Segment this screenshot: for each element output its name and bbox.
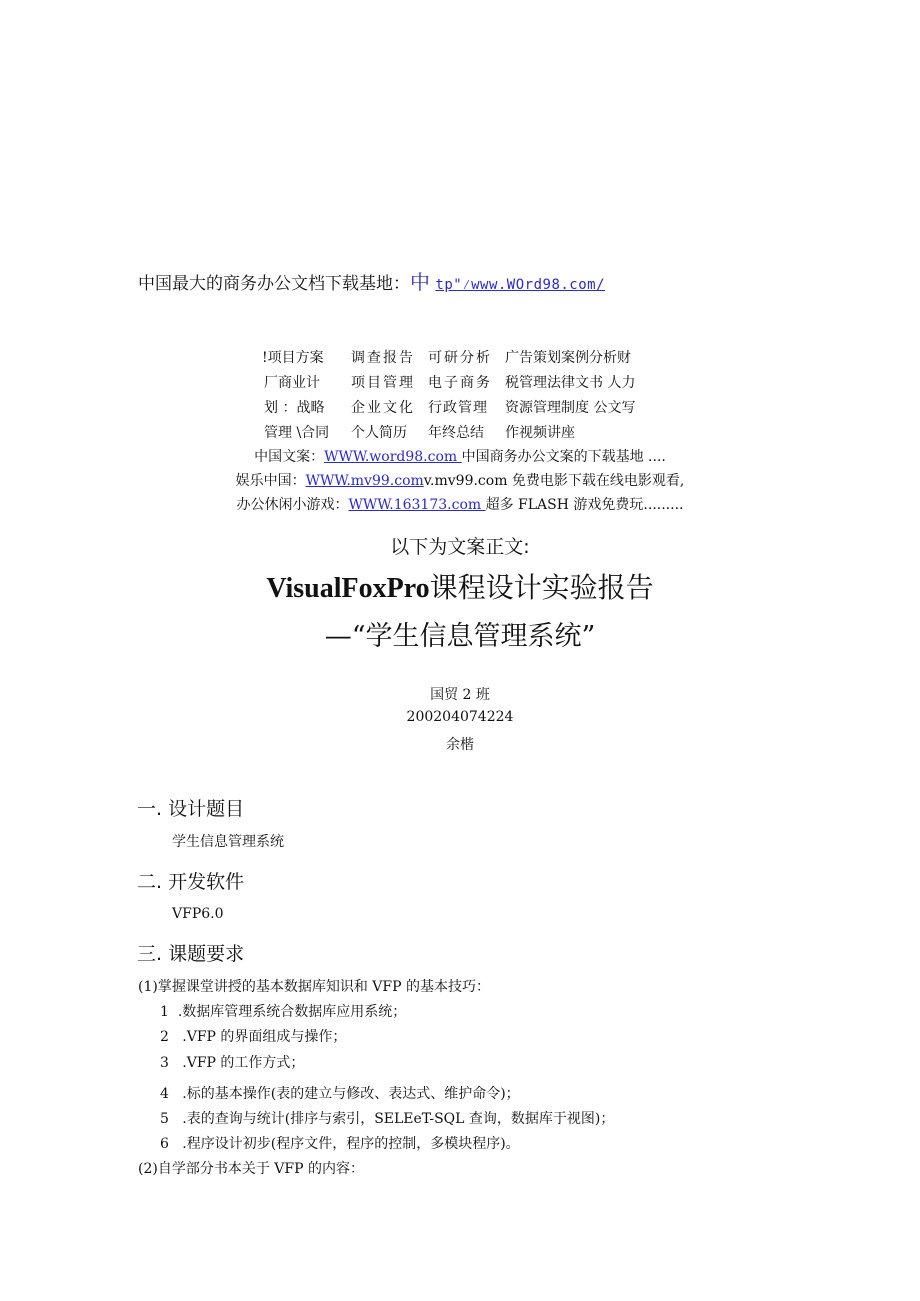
item-text: .VFP 的工作方式；: [182, 1055, 305, 1071]
promo-link[interactable]: WWW.163173.com: [348, 497, 486, 513]
promo-label: 娱乐中国：: [235, 473, 306, 489]
item-text: .VFP 的界面组成与操作；: [182, 1029, 347, 1045]
grid-cell[interactable]: 项目管理: [351, 375, 415, 391]
banner-url-link[interactable]: tp"⁄www.WOrd98.com/: [435, 277, 606, 293]
intro-heading: 以下为文案正文:: [390, 536, 530, 558]
item-text: .标的基本操作(表的建立与修改、表达式、维护命令)；: [182, 1086, 520, 1102]
report-subtitle: —“学生信息管理系统”: [324, 621, 596, 652]
promo-line: [0, 470, 920, 490]
item-text: .数据库管理系统合数据库应用系统；: [177, 1004, 407, 1020]
promo-link[interactable]: WWW.word98.com: [324, 449, 462, 465]
grid-cell[interactable]: 作视频讲座: [505, 425, 575, 441]
grid-cell[interactable]: 管理 \合同: [264, 425, 330, 441]
promo-line: [0, 494, 920, 514]
section-content: VFP6.0: [172, 906, 224, 922]
section-content: 学生信息管理系统: [172, 834, 284, 850]
item-text: .表的查询与统计(排序与索引，SELEeT-SQL 查询，数据库于视图)；: [182, 1111, 615, 1127]
requirement-item: [160, 1133, 520, 1153]
requirement-paragraph: (1)掌握课堂讲授的基本数据库知识和 VFP 的基本技巧：: [138, 979, 490, 995]
item-text: .程序设计初步(程序文件，程序的控制，多模块程序)。: [182, 1136, 520, 1152]
item-number: 3: [160, 1055, 169, 1071]
banner-char: 中: [410, 270, 430, 294]
section-heading: 三. 课题要求: [137, 943, 245, 965]
grid-cell[interactable]: 年终总结: [428, 425, 484, 441]
download-banner: [138, 266, 605, 295]
item-number: 6: [160, 1136, 169, 1152]
grid-cell[interactable]: 可研分析: [428, 350, 492, 366]
grid-cell[interactable]: 个人简历: [351, 425, 407, 441]
promo-text: 中国商务办公文案的下载基地 ....: [461, 449, 666, 465]
requirement-item: [160, 1052, 304, 1072]
grid-cell[interactable]: 划 ：战略: [264, 400, 325, 416]
grid-cell[interactable]: 税管理法律文书 人力: [505, 375, 636, 391]
grid-cell[interactable]: 厂商业计: [264, 375, 320, 391]
requirement-item: [160, 1108, 614, 1128]
promo-link[interactable]: WWW.mv99.com: [305, 473, 424, 489]
promo-text: v.mv99.com 免费电影下载在线电影观看,: [423, 473, 685, 489]
requirement-paragraph: (2)自学部分书本关于 VFP 的内容：: [138, 1161, 364, 1177]
requirement-item: [160, 1026, 346, 1046]
promo-label: 中国文案：: [254, 449, 325, 465]
section-heading: 二. 开发软件: [137, 871, 245, 893]
report-title: [0, 566, 920, 606]
requirement-item: [160, 1083, 520, 1103]
author-class: 国贸 2 班: [430, 687, 490, 703]
title-bold: VisualFoxPro: [266, 573, 430, 604]
item-number: 2: [160, 1029, 169, 1045]
grid-cell[interactable]: 企业文化: [351, 400, 415, 416]
grid-cell[interactable]: 电子商务: [428, 375, 492, 391]
requirement-item: [160, 1001, 406, 1021]
item-number: 5: [160, 1111, 169, 1127]
title-rest: 课程设计实验报告: [429, 571, 654, 604]
banner-prefix: 中国最大的商务办公文档下载基地：: [138, 274, 410, 294]
grid-cell[interactable]: 调查报告: [351, 350, 415, 366]
author-name: 余楷: [446, 737, 474, 753]
promo-line: [0, 446, 920, 466]
promo-text: 超多 FLASH 游戏免费玩.........: [485, 497, 684, 513]
section-heading: 一. 设计题目: [137, 798, 245, 820]
grid-cell[interactable]: !项目方案: [262, 350, 324, 366]
grid-cell[interactable]: 资源管理制度 公文写: [505, 400, 636, 416]
item-number: 1: [160, 1004, 169, 1020]
grid-cell[interactable]: 行政管理: [428, 400, 488, 416]
grid-cell[interactable]: 广告策划案例分析财: [505, 350, 631, 366]
item-number: 4: [160, 1086, 169, 1102]
promo-label: 办公休闲小游戏：: [236, 497, 349, 513]
author-id: 200204074224: [406, 709, 514, 725]
